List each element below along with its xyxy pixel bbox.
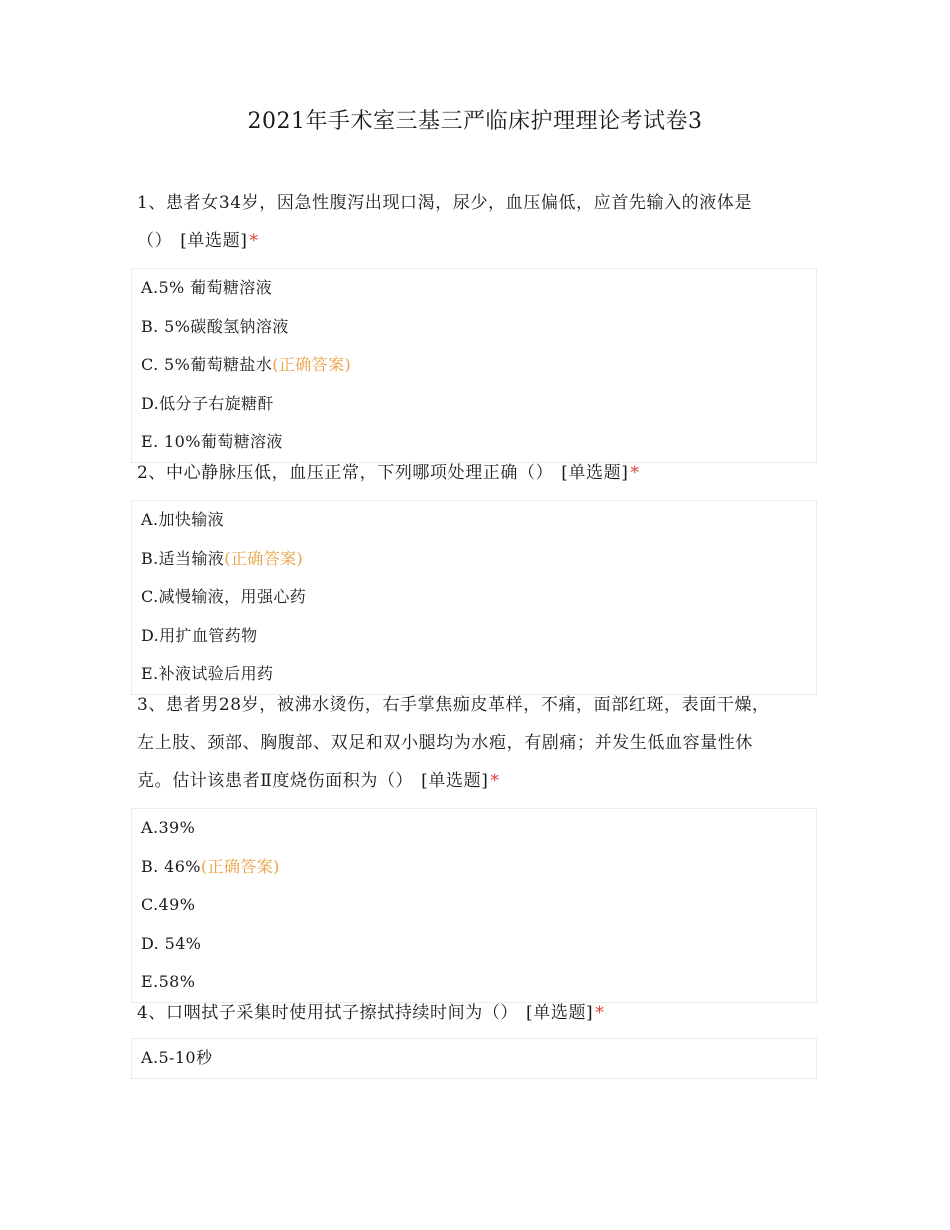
question-text-line: 左上肢、颈部、胸腹部、双足和双小腿均为水疱，有剧痛；并发生低血容量性休 (137, 733, 753, 753)
correct-answer-label: (正确答案) (200, 856, 280, 876)
question-text-line: 3、患者男28岁，被沸水烫伤，右手掌焦痂皮革样，不痛，面部红斑，表面干燥， (137, 695, 770, 715)
question-3 (137, 686, 817, 800)
option-item[interactable]: B.适当输液(正确答案) (141, 548, 304, 568)
page-title: 2021年手术室三基三严临床护理理论考试卷3 (247, 109, 703, 134)
correct-answer-label: (正确答案) (272, 355, 352, 375)
option-item[interactable]: E.补液试验后用药 (141, 664, 274, 684)
options-box-3 (131, 808, 817, 1003)
question-type-tag: [单选题] (561, 463, 629, 483)
option-item[interactable]: C.减慢输液，用强心药 (141, 587, 307, 607)
question-text-line: 2、中心静脉压低，血压正常，下列哪项处理正确（） [单选题] * (137, 463, 640, 483)
question-2 (137, 454, 817, 492)
option-item[interactable]: D.低分子右旋糖酐 (141, 393, 274, 413)
required-star-icon: * (595, 1003, 605, 1023)
option-item[interactable]: E. 10%葡萄糖溶液 (141, 432, 283, 452)
correct-answer-label: (正确答案) (224, 548, 304, 568)
option-item[interactable]: C.49% (141, 895, 196, 915)
question-text-line: 1、患者女34岁，因急性腹泻出现口渴，尿少，血压偏低，应首先输入的液体是 (137, 193, 753, 213)
option-item[interactable]: A.39% (141, 818, 196, 837)
question-type-tag: [单选题] (526, 1003, 594, 1023)
question-type-tag: [单选题] (180, 231, 248, 251)
option-item[interactable]: B. 46%(正确答案) (141, 856, 280, 876)
options-box-4 (131, 1038, 817, 1079)
option-item[interactable]: D.用扩血管药物 (141, 625, 258, 645)
option-item[interactable]: C. 5%葡萄糖盐水(正确答案) (141, 355, 352, 375)
question-4 (137, 994, 817, 1032)
option-item[interactable]: A.5-10秒 (141, 1048, 213, 1067)
option-item[interactable]: A.5% 葡萄糖溶液 (141, 278, 273, 297)
option-item[interactable]: B. 5%碳酸氢钠溶液 (141, 316, 289, 336)
required-star-icon: * (630, 463, 640, 483)
question-text-line: 4、口咽拭子采集时使用拭子擦拭持续时间为（） [单选题] * (137, 1003, 605, 1023)
question-text-line: 克。估计该患者Ⅱ度烧伤面积为（） [单选题] * (137, 771, 500, 791)
option-item[interactable]: D. 54% (141, 933, 202, 953)
options-box-1 (131, 268, 817, 463)
question-type-tag: [单选题] (421, 771, 489, 791)
option-item[interactable]: A.加快输液 (141, 510, 225, 529)
options-box-2 (131, 500, 817, 695)
question-1 (137, 184, 817, 260)
option-item[interactable]: E.58% (141, 972, 196, 992)
required-star-icon: * (490, 771, 500, 791)
question-text-line: （） [单选题] * (137, 231, 259, 251)
required-star-icon: * (249, 231, 259, 251)
